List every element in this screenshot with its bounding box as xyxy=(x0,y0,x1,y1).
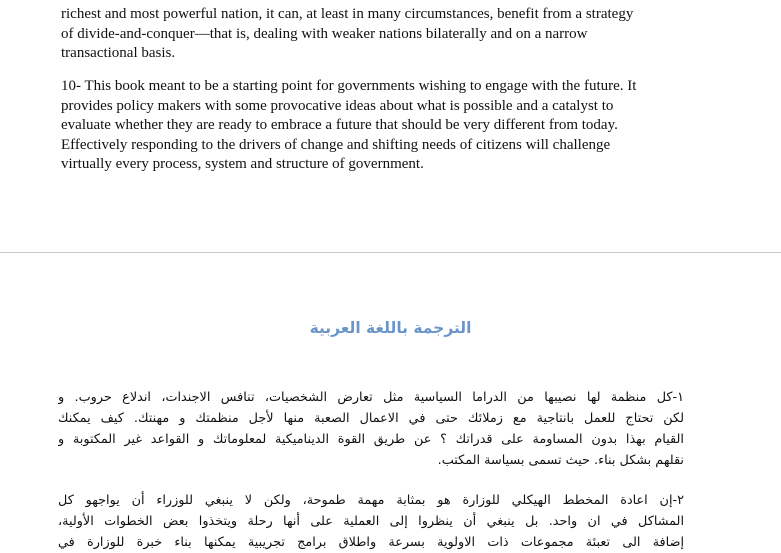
text-line: ٢-إن اعادة المخطط الهيكلي للوزارة هو بمثابة مهمة طموحة، ولكن لا ينبغي للوزراء أن يواجهو كل xyxy=(58,493,684,508)
arabic-translation-heading: الترجمة باللغة العربية xyxy=(309,319,472,337)
text-line: transactional basis. xyxy=(61,45,176,62)
arabic-paragraph-2 xyxy=(58,490,684,553)
text-line: نقلهم بشكل بناء. حيث تسمى بسياسة المكتب. xyxy=(437,453,684,468)
text-line: لكن تحتاج للعمل بانتاجية مع زملائك حتى في الاعمال الصعبة منها لأجل منظمتك و مهنتك. كيف يمكنك xyxy=(58,411,684,426)
text-line: virtually every process, system and structure of government. xyxy=(61,156,424,173)
text-line: richest and most powerful nation, it can, at least in many circumstances, benefit from a strategy xyxy=(61,6,634,22)
text-line: إضافة الى تعبئة مجموعات ذات الاولوية بسرعة واطلاق برامج تجريبية يمكنها بناء خبرة للوزارة في xyxy=(58,535,684,550)
text-line: المشاكل في ان واحد. بل ينبغي أن ينظروا إلى العملية على أنها رحلة ويتخذوا بعض الخطوات الأولية، xyxy=(58,514,684,529)
arabic-paragraph-1 xyxy=(58,387,684,471)
paragraph-9-tail xyxy=(61,5,721,64)
text-line: Effectively responding to the drivers of change and shifting needs of citizens will challenge xyxy=(61,136,611,153)
text-line: of divide-and-conquer—that is, dealing with weaker nations bilaterally and on a narrow xyxy=(61,25,588,42)
paragraph-10 xyxy=(61,77,721,175)
text-line: evaluate whether they are ready to embrace a future that should be very different from today. xyxy=(61,117,618,134)
document-page-top xyxy=(0,0,781,252)
text-line: 10- This book meant to be a starting point for governments wishing to engage with the future. It xyxy=(61,78,637,94)
text-line: ١-كل منظمة لها نصيبها من الدراما السياسية مثل تعارض الشخصيات، تنافس الاجندات، اندلاع حروب. و xyxy=(58,390,684,405)
text-line: provides policy makers with some provocative ideas about what is possible and a catalyst to xyxy=(61,97,614,114)
text-line: القيام بهذا بدون المساومة على قدراتك ؟ عن طريق القوة الديناميكية لمعلوماتك و القواعد غير المكتوبة و xyxy=(58,432,684,447)
